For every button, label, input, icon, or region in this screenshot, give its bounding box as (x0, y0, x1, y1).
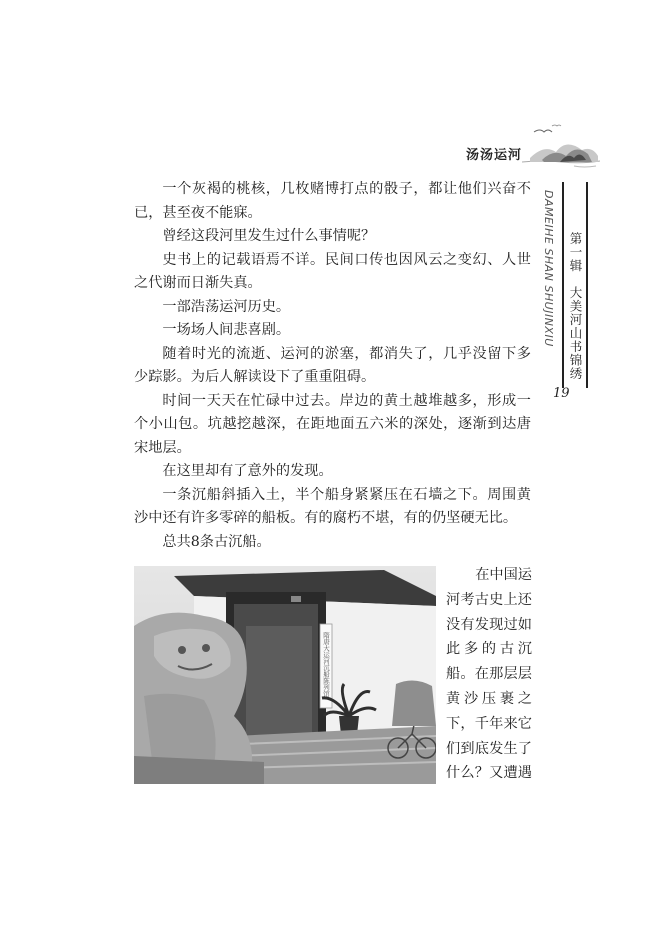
ink-landscape-icon (522, 122, 600, 174)
paragraph: 时间一天天在忙碌中过去。岸边的黄土越堆越多，形成一个小山包。坑越挖越深，在距地面五六米的深处，逐渐到达唐宋地层。 (134, 392, 531, 456)
margin-rule-left (562, 182, 564, 388)
chapter-title: 汤汤运河 (466, 148, 523, 163)
aside-line: 此多的古沉 (446, 641, 532, 658)
margin-series-title: 第一辑 大美河山书锦绣 (568, 232, 583, 381)
paragraph: 曾经这段河里发生过什么事情呢？ (162, 228, 376, 244)
paragraph: 史书上的记载语焉不详。民间口传也因风云之变幻、人世之代谢而日渐失真。 (134, 251, 531, 291)
margin-rule-right (586, 182, 588, 388)
paragraph: 一场场人间悲喜剧。 (162, 322, 291, 338)
paragraph: 总共8条古沉船。 (162, 533, 271, 550)
aside-line: 船。在那层层 (446, 666, 532, 683)
aside-line: 没有发现过如 (446, 616, 532, 633)
museum-sign-text: 隋唐大运河沉船陈列馆 (322, 632, 330, 697)
body-text (134, 178, 531, 554)
aside-line: 下，千年来它 (446, 715, 532, 732)
paragraph: 随着时光的流逝、运河的淤塞，都消失了，几乎没留下多少踪影。为后人解读设下了重重阻碍。 (134, 345, 531, 385)
running-header (410, 122, 600, 174)
aside-line: 们到底发生了 (446, 740, 532, 757)
aside-line: 河考古史上还 (446, 591, 532, 608)
paragraph: 一条沉船斜插入土，半个船身紧紧压在石墙之下。周围黄沙中还有许多零碎的船板。有的腐朽不堪，有的仍坚硬无比。 (134, 486, 531, 526)
aside-line: 黄沙压裹之 (446, 690, 532, 707)
page-number: 19 (553, 386, 570, 401)
aside-line: 在中国运 (475, 567, 532, 583)
paragraph: 一部浩荡运河历史。 (162, 298, 291, 315)
aside-line: 什么？又遭遇 (446, 765, 532, 782)
paragraph: 在这里却有了意外的发现。 (162, 463, 333, 479)
museum-entrance-photo (134, 566, 436, 784)
paragraph: 一个灰褐的桃核，几枚赌博打点的骰子，都让他们兴奋不已，甚至夜不能寐。 (134, 181, 531, 221)
photo-side-text (446, 563, 532, 786)
margin-series-pinyin: DAMEIHE SHAN SHUJINXIU (542, 190, 555, 347)
